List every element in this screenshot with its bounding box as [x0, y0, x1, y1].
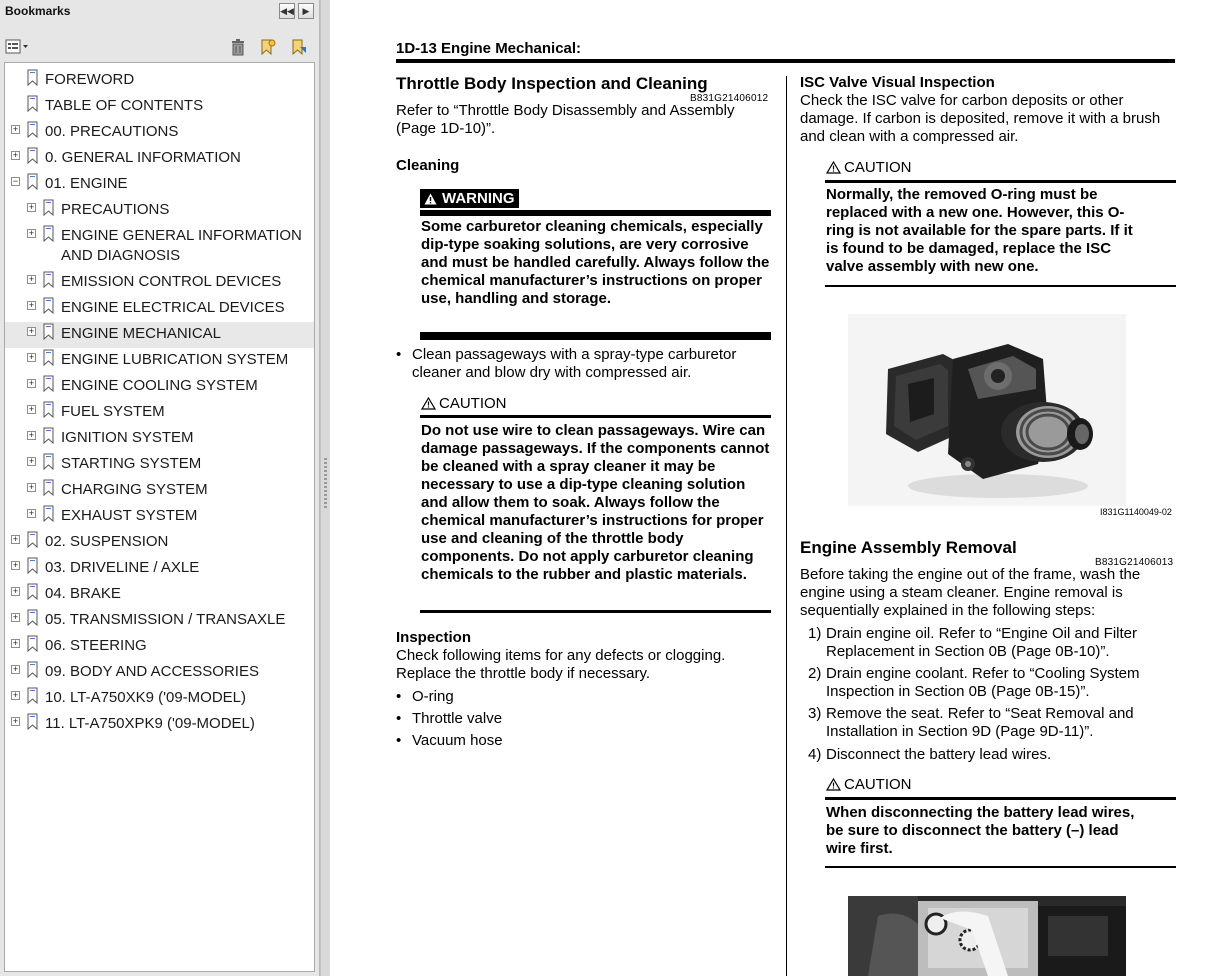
bookmark-icon	[43, 453, 56, 470]
bookmark-label: ENGINE ELECTRICAL DEVICES	[61, 299, 285, 316]
warning-bottom-rule	[420, 332, 771, 340]
throttle-intro: Refer to “Throttle Body Disassembly and Assembly (Page 1D-10)”.	[396, 102, 735, 137]
bookmark-label: FOREWORD	[45, 71, 135, 88]
bookmark-item[interactable]	[5, 120, 314, 146]
bookmark-item[interactable]	[5, 296, 314, 322]
caution-label: CAUTION	[439, 395, 507, 412]
step-number: 4)	[808, 746, 822, 763]
bookmark-icon	[27, 173, 40, 190]
bookmark-label: 09. BODY AND ACCESSORIES	[45, 663, 259, 680]
expand-icon[interactable]: +	[12, 716, 19, 726]
section-code: B831G21406012	[690, 93, 769, 104]
bookmark-label: 06. STEERING	[45, 637, 147, 654]
caution-triangle-icon	[826, 161, 841, 174]
step-number: 1)	[808, 625, 822, 642]
isc-text: Check the ISC valve for carbon deposits or other damage. If carbon is deposited, remove it with a brush and clean with a compressed air.	[800, 92, 1161, 145]
bullet-dot: •	[396, 346, 402, 363]
bookmark-icon	[27, 609, 40, 626]
bookmark-item[interactable]	[5, 172, 314, 198]
bullet-dot: •	[396, 732, 402, 749]
figure-code: I831G1140049-02	[1100, 507, 1172, 517]
bookmarks-toolbar	[0, 34, 320, 60]
bookmark-label: 04. BRAKE	[45, 585, 121, 602]
caution-heading	[421, 395, 507, 412]
trash-icon	[230, 39, 246, 56]
caution-triangle-icon	[421, 397, 436, 410]
bookmark-icon	[43, 505, 56, 522]
options-list-icon	[5, 39, 31, 55]
bookmark-properties-button[interactable]	[289, 38, 309, 56]
inspection-heading: Inspection	[396, 629, 472, 646]
warning-top-rule	[420, 210, 771, 216]
bookmark-item[interactable]	[5, 712, 314, 738]
bookmark-icon	[43, 225, 56, 242]
expand-icon[interactable]: +	[12, 534, 19, 544]
double-chevron-left-icon: ◀◀	[280, 6, 294, 16]
expand-icon[interactable]: +	[12, 150, 19, 160]
battery-caution-heading	[826, 776, 912, 793]
bookmark-icon	[43, 323, 56, 340]
step-text: Remove the seat. Refer to “Seat Removal and Installation in Section 9D (Page 9D-11)”.	[826, 705, 1134, 740]
bookmark-icon	[27, 687, 40, 704]
bookmark-tree	[4, 62, 315, 972]
warning-badge	[420, 189, 519, 208]
caution-label: CAUTION	[844, 776, 912, 793]
caution-bottom-rule	[420, 610, 771, 613]
options-menu-button[interactable]	[5, 38, 31, 56]
isc-caution-bottom-rule	[825, 285, 1176, 287]
bookmark-icon	[27, 713, 40, 730]
bookmark-icon	[27, 635, 40, 652]
expand-icon[interactable]: +	[12, 586, 19, 596]
bookmarks-panel	[0, 0, 320, 976]
inspection-item: O-ring	[412, 688, 454, 705]
expand-icon[interactable]: +	[28, 228, 35, 238]
expand-icon[interactable]: +	[28, 352, 35, 362]
bookmark-icon	[43, 271, 56, 288]
step-text: Disconnect the battery lead wires.	[826, 746, 1052, 763]
bookmarks-header	[0, 0, 320, 28]
isc-title: ISC Valve Visual Inspection	[800, 74, 995, 91]
isc-caution-top-rule	[825, 180, 1176, 183]
battery-image-icon	[848, 896, 1126, 976]
expand-icon[interactable]: +	[28, 456, 35, 466]
isc-valve-photo	[848, 314, 1126, 506]
bookmark-item[interactable]	[5, 348, 314, 374]
bullet-dot: •	[396, 710, 402, 727]
expand-icon[interactable]: +	[12, 638, 19, 648]
bookmark-item[interactable]	[5, 478, 314, 504]
bookmark-icon	[27, 147, 40, 164]
warning-label: WARNING	[442, 190, 515, 207]
expand-icon[interactable]: +	[28, 300, 35, 310]
expand-icon[interactable]: +	[12, 124, 19, 134]
bookmark-label: CHARGING SYSTEM	[61, 481, 208, 498]
throttle-body-title: Throttle Body Inspection and Cleaning	[396, 74, 708, 93]
bookmark-item[interactable]	[5, 660, 314, 686]
battery-caution-top-rule	[825, 797, 1176, 800]
bookmark-item[interactable]	[5, 452, 314, 478]
bookmark-icon	[27, 121, 40, 138]
bookmark-item[interactable]	[5, 504, 314, 530]
expand-icon[interactable]: +	[12, 664, 19, 674]
bookmark-label: EXHAUST SYSTEM	[61, 507, 198, 524]
triangle-right-icon: ▶	[302, 6, 310, 16]
expand-icon[interactable]: +	[28, 274, 35, 284]
document-page	[331, 0, 1219, 976]
splitter-grip-icon	[324, 458, 327, 508]
expand-icon[interactable]: +	[12, 612, 19, 622]
expand-icon[interactable]: +	[28, 430, 35, 440]
engine-removal-title: Engine Assembly Removal	[800, 538, 1017, 557]
next-panel-button[interactable]	[298, 3, 314, 19]
inspection-item: Throttle valve	[412, 710, 503, 727]
bookmark-item[interactable]	[5, 94, 314, 120]
new-bookmark-icon	[259, 38, 277, 56]
bookmark-label: PRECAUTIONS	[61, 201, 170, 218]
bookmark-item[interactable]	[5, 530, 314, 556]
removal-code: B831G21406013	[1095, 557, 1174, 568]
bookmark-item[interactable]	[5, 582, 314, 608]
isc-caution-heading	[826, 159, 912, 176]
page-header: 1D-13 Engine Mechanical:	[396, 40, 582, 57]
bookmark-label: ENGINE GENERAL INFORMATION AND DIAGNOSIS	[61, 227, 302, 264]
bookmark-item[interactable]	[5, 400, 314, 426]
delete-bookmark-button[interactable]	[229, 38, 247, 56]
bookmark-label: 00. PRECAUTIONS	[45, 123, 179, 140]
new-bookmark-button[interactable]	[258, 38, 278, 56]
clean-instruction: Clean passageways with a spray-type carburetor cleaner and blow dry with compressed air.	[412, 346, 737, 381]
bookmark-item[interactable]	[5, 68, 314, 94]
bookmark-icon	[43, 479, 56, 496]
expand-icon[interactable]: +	[28, 482, 35, 492]
bookmark-icon	[43, 401, 56, 418]
bookmark-item[interactable]	[5, 224, 314, 270]
warning-triangle-icon	[424, 193, 437, 205]
bookmark-label: ENGINE LUBRICATION SYSTEM	[61, 351, 289, 368]
bookmark-tag-icon	[290, 38, 308, 56]
expand-icon[interactable]: +	[28, 378, 35, 388]
collapse-panel-button[interactable]	[279, 3, 295, 19]
bookmark-label: 02. SUSPENSION	[45, 533, 169, 550]
inspection-item: Vacuum hose	[412, 732, 503, 749]
caution-top-rule	[420, 415, 771, 418]
bookmark-label: ENGINE MECHANICAL	[61, 325, 222, 342]
inspection-text: Check following items for any defects or clogging. Replace the throttle body if necessary.	[396, 647, 726, 682]
cleaning-heading: Cleaning	[396, 157, 460, 174]
step-number: 2)	[808, 665, 822, 682]
bookmarks-title: Bookmarks	[5, 4, 71, 18]
bookmark-label: 03. DRIVELINE / AXLE	[45, 559, 200, 576]
bookmark-label: 10. LT-A750XK9 ('09-MODEL)	[45, 689, 247, 706]
caution-text: Do not use wire to clean passageways. Wire can damage passageways. If the components cannot be cleaned with a spray cleaner it may be necessary to use a dip-type cleaning solution and allow them to soak. Always follow the chemical manufacturer’s instructions for proper use and cleaning of the throttle body components. Do not apply carburetor cleaning chemicals to the rubber and plastic materials.	[421, 422, 770, 583]
bookmark-label: IGNITION SYSTEM	[61, 429, 194, 446]
bookmark-label: EMISSION CONTROL DEVICES	[61, 273, 282, 290]
isc-caution-text: Normally, the removed O-ring must be replaced with a new one. However, this O-ring is not available for the spare parts. If it is found to be damaged, replace the ISC valve assembly with new one.	[826, 186, 1133, 275]
bookmark-label: STARTING SYSTEM	[61, 455, 202, 472]
bookmark-item[interactable]	[5, 634, 314, 660]
bookmark-item[interactable]	[5, 608, 314, 634]
step-number: 3)	[808, 705, 822, 722]
warning-text: Some carburetor cleaning chemicals, especially dip-type soaking solutions, are very corrosive and must be handled carefully. Always follow the chemical manufacturer’s instructions on proper use, handling and storage.	[421, 218, 770, 307]
bookmark-label: ENGINE COOLING SYSTEM	[61, 377, 258, 394]
bookmark-item[interactable]	[5, 198, 314, 224]
bookmark-item[interactable]	[5, 556, 314, 582]
expand-icon[interactable]: +	[12, 560, 19, 570]
caution-label: CAUTION	[844, 159, 912, 176]
bookmark-label: 11. LT-A750XPK9 ('09-MODEL)	[45, 715, 255, 732]
bookmark-item[interactable]	[5, 426, 314, 452]
expand-icon[interactable]: +	[28, 508, 35, 518]
bookmark-label: 05. TRANSMISSION / TRANSAXLE	[45, 611, 286, 628]
step-text: Drain engine coolant. Refer to “Cooling System Inspection in Section 0B (Page 0B-15)”.	[826, 665, 1140, 700]
bookmark-item[interactable]	[5, 146, 314, 172]
bullet-dot: •	[396, 688, 402, 705]
bookmark-icon	[43, 349, 56, 366]
bookmark-label: FUEL SYSTEM	[61, 403, 165, 420]
battery-caution-text: When disconnecting the battery lead wires, be sure to disconnect the battery (–) lead wire first.	[826, 804, 1135, 857]
bookmark-label: 0. GENERAL INFORMATION	[45, 149, 241, 166]
bookmark-item-selected[interactable]	[5, 322, 314, 348]
bookmark-icon	[27, 531, 40, 548]
header-rule	[396, 59, 1175, 63]
bookmark-icon	[43, 375, 56, 392]
battery-caution-bottom-rule	[825, 866, 1176, 868]
bookmark-icon	[27, 661, 40, 678]
battery-photo	[848, 896, 1126, 976]
bookmark-item[interactable]	[5, 374, 314, 400]
step-text: Drain engine oil. Refer to “Engine Oil and Filter Replacement in Section 0B (Page 0B-10)”.	[826, 625, 1137, 660]
bookmark-icon	[27, 69, 40, 86]
bookmark-item[interactable]	[5, 270, 314, 296]
bookmark-icon	[27, 557, 40, 574]
bookmark-icon	[27, 583, 40, 600]
caution-triangle-icon	[826, 778, 841, 791]
bookmark-icon	[43, 297, 56, 314]
expand-icon[interactable]: +	[28, 326, 35, 336]
panel-splitter[interactable]	[320, 0, 330, 976]
collapse-icon[interactable]: −	[12, 176, 19, 186]
bookmark-icon	[43, 199, 56, 216]
column-divider	[786, 76, 787, 976]
bookmark-icon	[27, 95, 40, 112]
expand-icon[interactable]: +	[12, 690, 19, 700]
bookmark-label: 01. ENGINE	[45, 175, 128, 192]
removal-intro: Before taking the engine out of the frame, wash the engine using a steam cleaner. Engine removal is sequentially explained in the following steps:	[800, 566, 1141, 619]
expand-icon[interactable]: +	[28, 404, 35, 414]
bookmark-label: TABLE OF CONTENTS	[45, 97, 204, 114]
expand-icon[interactable]: +	[28, 202, 35, 212]
bookmark-icon	[43, 427, 56, 444]
isc-valve-image-icon	[848, 314, 1126, 506]
bookmark-item[interactable]	[5, 686, 314, 712]
